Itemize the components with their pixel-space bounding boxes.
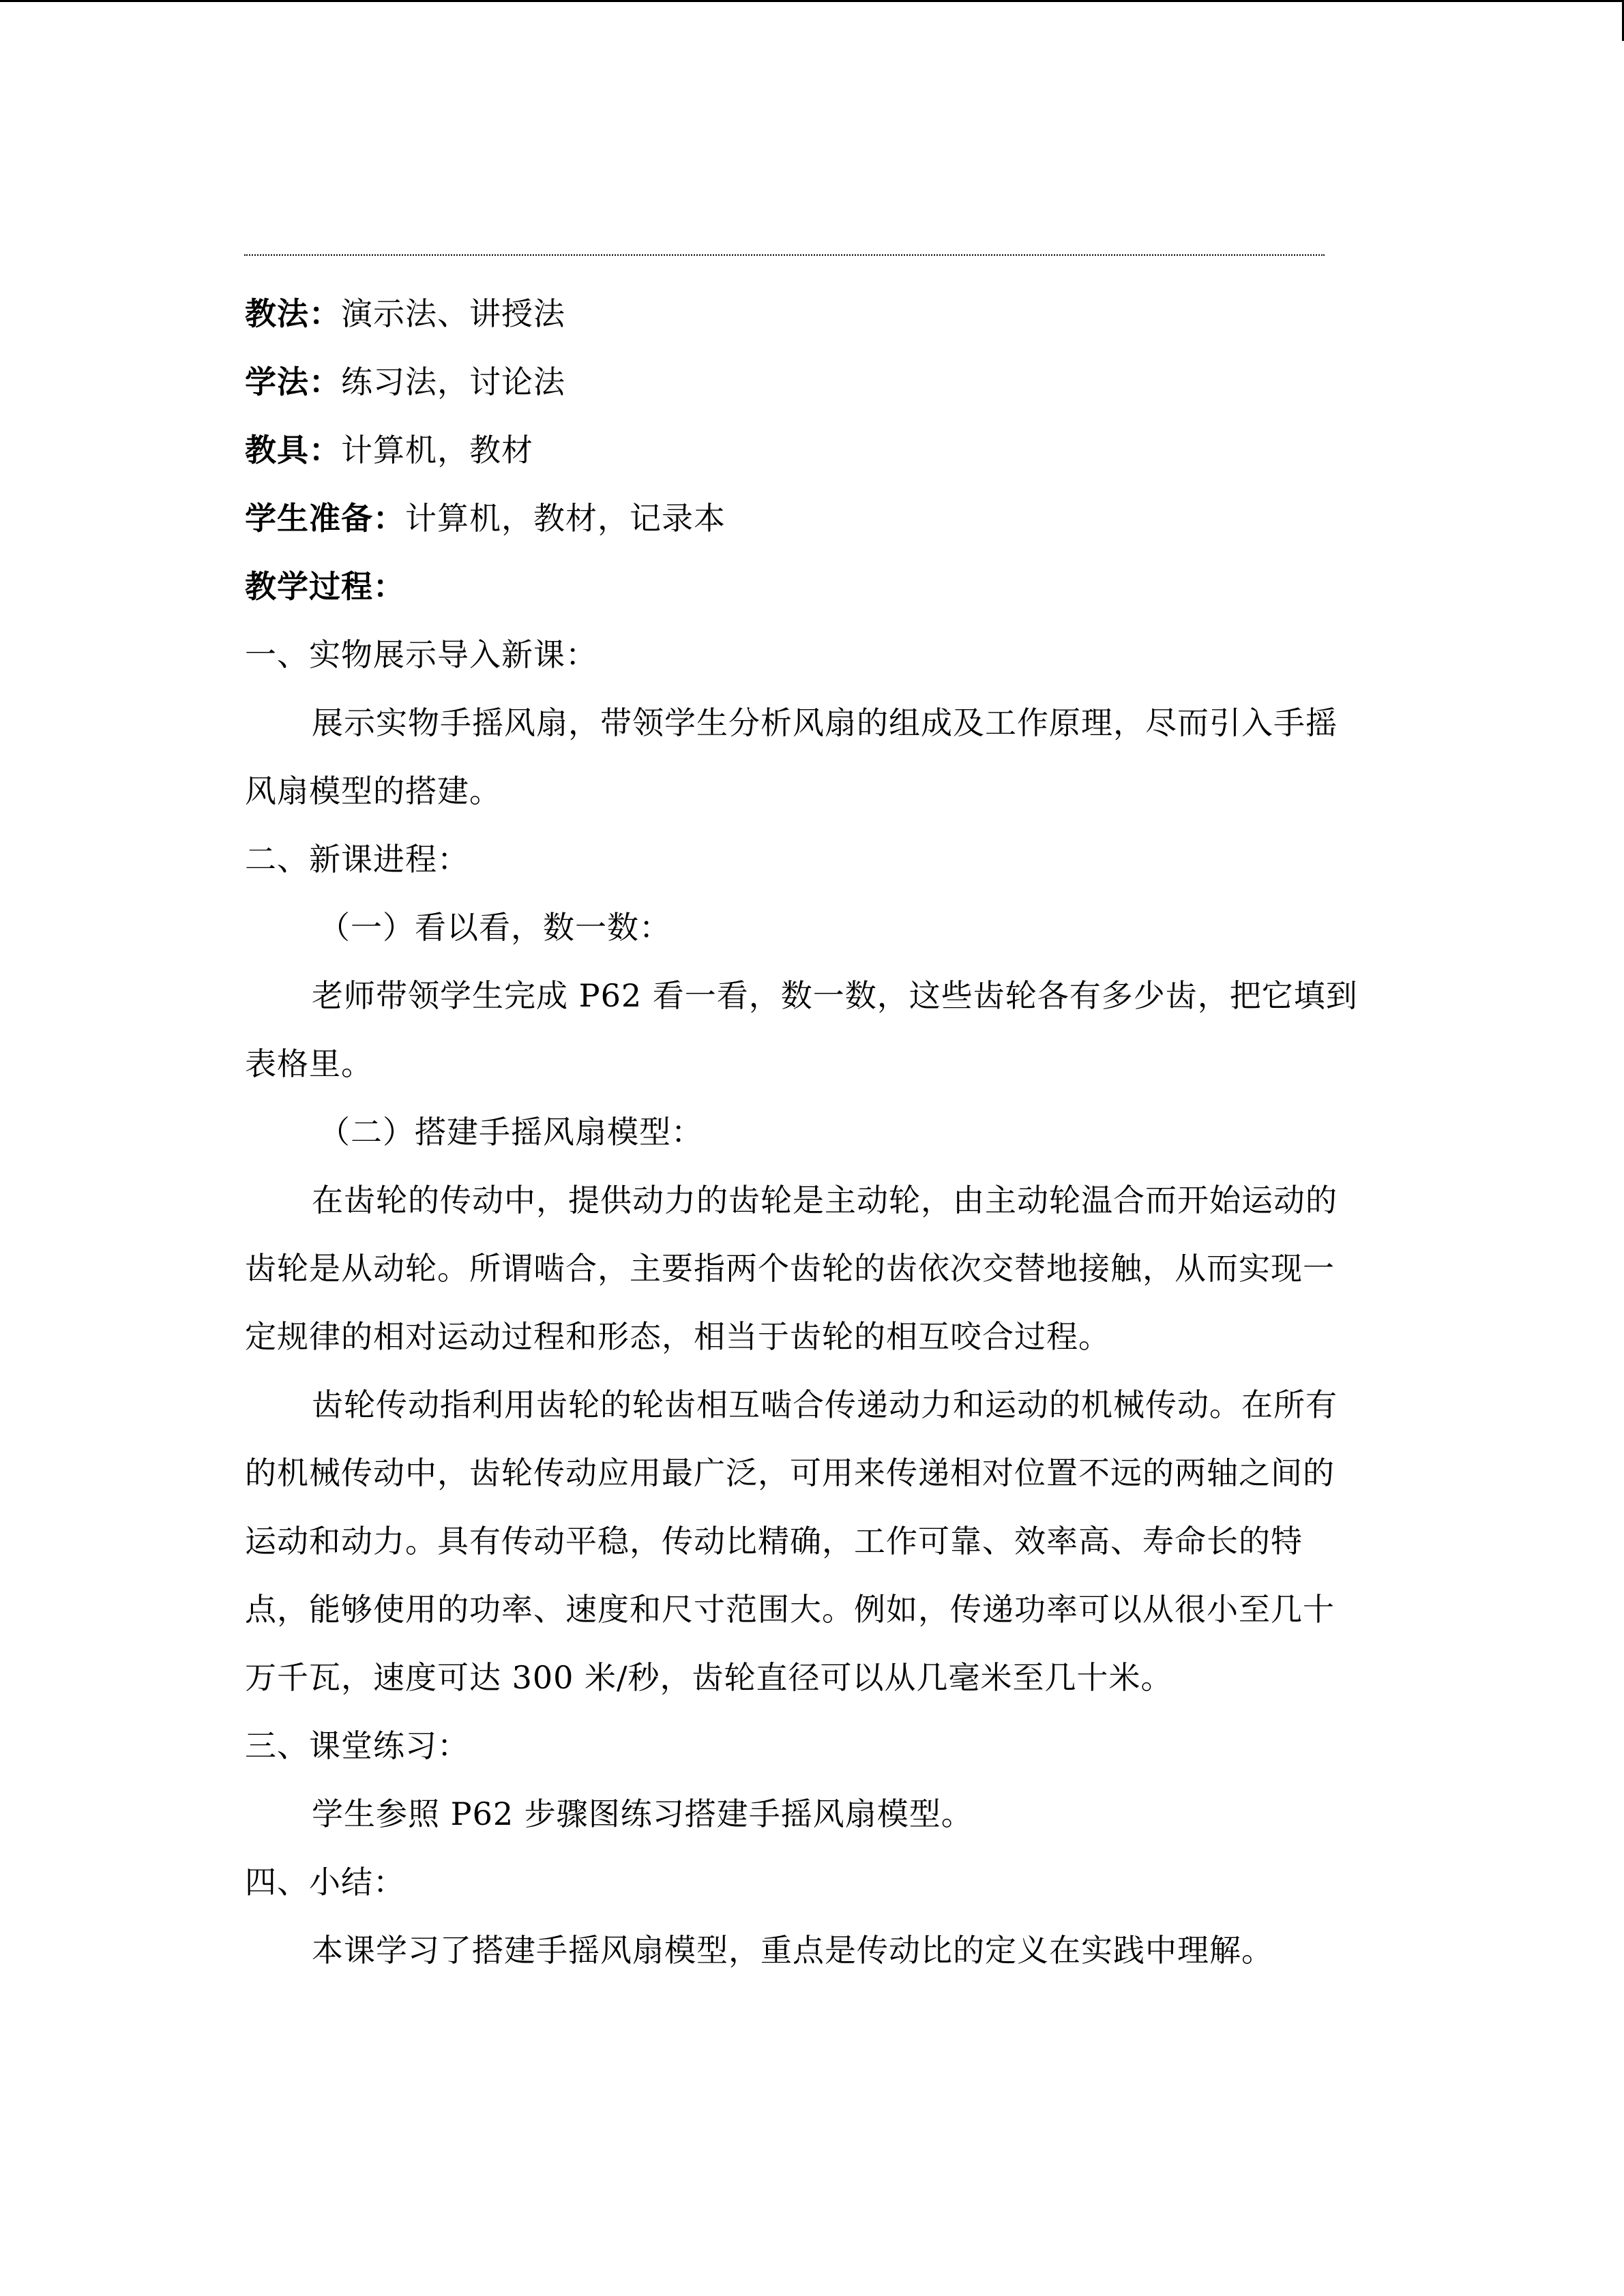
section-2-heading: 二、新课进程：	[245, 841, 469, 878]
field-teaching-aids	[245, 416, 1363, 484]
paragraph-line: 风扇模型的搭建。	[245, 773, 501, 809]
field-label: 学法：	[245, 363, 341, 400]
section-3-heading: 三、课堂练习：	[245, 1727, 469, 1764]
section-4-heading: 四、小结：	[245, 1864, 405, 1900]
paragraph-line: 点，能够使用的功率、速度和尺寸范围大。例如，传递功率可以从很小至几十	[245, 1591, 1335, 1628]
paragraph-line: 老师带领学生完成 P62 看一看，数一数，这些齿轮各有多少齿，把它填到	[312, 977, 1358, 1014]
paragraph-line: 本课学习了搭建手摇风扇模型，重点是传动比的定义在实践中理解。	[312, 1932, 1273, 1969]
paragraph-line: 的机械传动中，齿轮传动应用最广泛，可用来传递相对位置不远的两轴之间的	[245, 1455, 1335, 1491]
paragraph-line: 在齿轮的传动中，提供动力的齿轮是主动轮，由主动轮温合而开始运动的	[312, 1182, 1338, 1219]
process-heading: 教学过程：	[245, 568, 405, 605]
paragraph-line: 万千瓦，速度可达 300 米/秒，齿轮直径可以从几毫米至几十米。	[245, 1659, 1173, 1696]
field-value: 演示法、讲授法	[341, 295, 565, 332]
field-learning-method	[245, 348, 1363, 416]
field-value: 计算机，教材	[341, 432, 533, 468]
field-value: 练习法，讨论法	[341, 363, 565, 400]
subsection-2-heading: （二）搭建手摇风扇模型：	[319, 1114, 703, 1150]
paragraph-line: 运动和动力。具有传动平稳，传动比精确，工作可靠、效率高、寿命长的特	[245, 1523, 1303, 1560]
paragraph-line: 齿轮是从动轮。所谓啮合，主要指两个齿轮的齿依次交替地接触，从而实现一	[245, 1250, 1335, 1287]
document-body	[245, 280, 1363, 1984]
field-student-preparation	[245, 484, 1363, 552]
field-value: 计算机，教材，记录本	[405, 500, 726, 537]
paragraph-line: 学生参照 P62 步骤图练习搭建手摇风扇模型。	[312, 1795, 973, 1832]
field-label: 学生准备：	[245, 500, 405, 537]
header-dotted-rule	[244, 254, 1325, 256]
paragraph-line: 表格里。	[245, 1045, 373, 1082]
field-teaching-method	[245, 280, 1363, 348]
section-1-heading: 一、实物展示导入新课：	[245, 636, 597, 673]
paragraph-line: 定规律的相对运动过程和形态，相当于齿轮的相互咬合过程。	[245, 1318, 1110, 1355]
subsection-1-heading: （一）看以看，数一数：	[319, 909, 671, 946]
paragraph-line: 展示实物手摇风扇，带领学生分析风扇的组成及工作原理，尽而引入手摇	[312, 704, 1338, 741]
field-label: 教法：	[245, 295, 341, 332]
paragraph-line: 齿轮传动指利用齿轮的轮齿相互啮合传递动力和运动的机械传动。在所有	[312, 1386, 1338, 1423]
field-label: 教具：	[245, 432, 341, 468]
page-top-border	[0, 0, 1624, 2]
